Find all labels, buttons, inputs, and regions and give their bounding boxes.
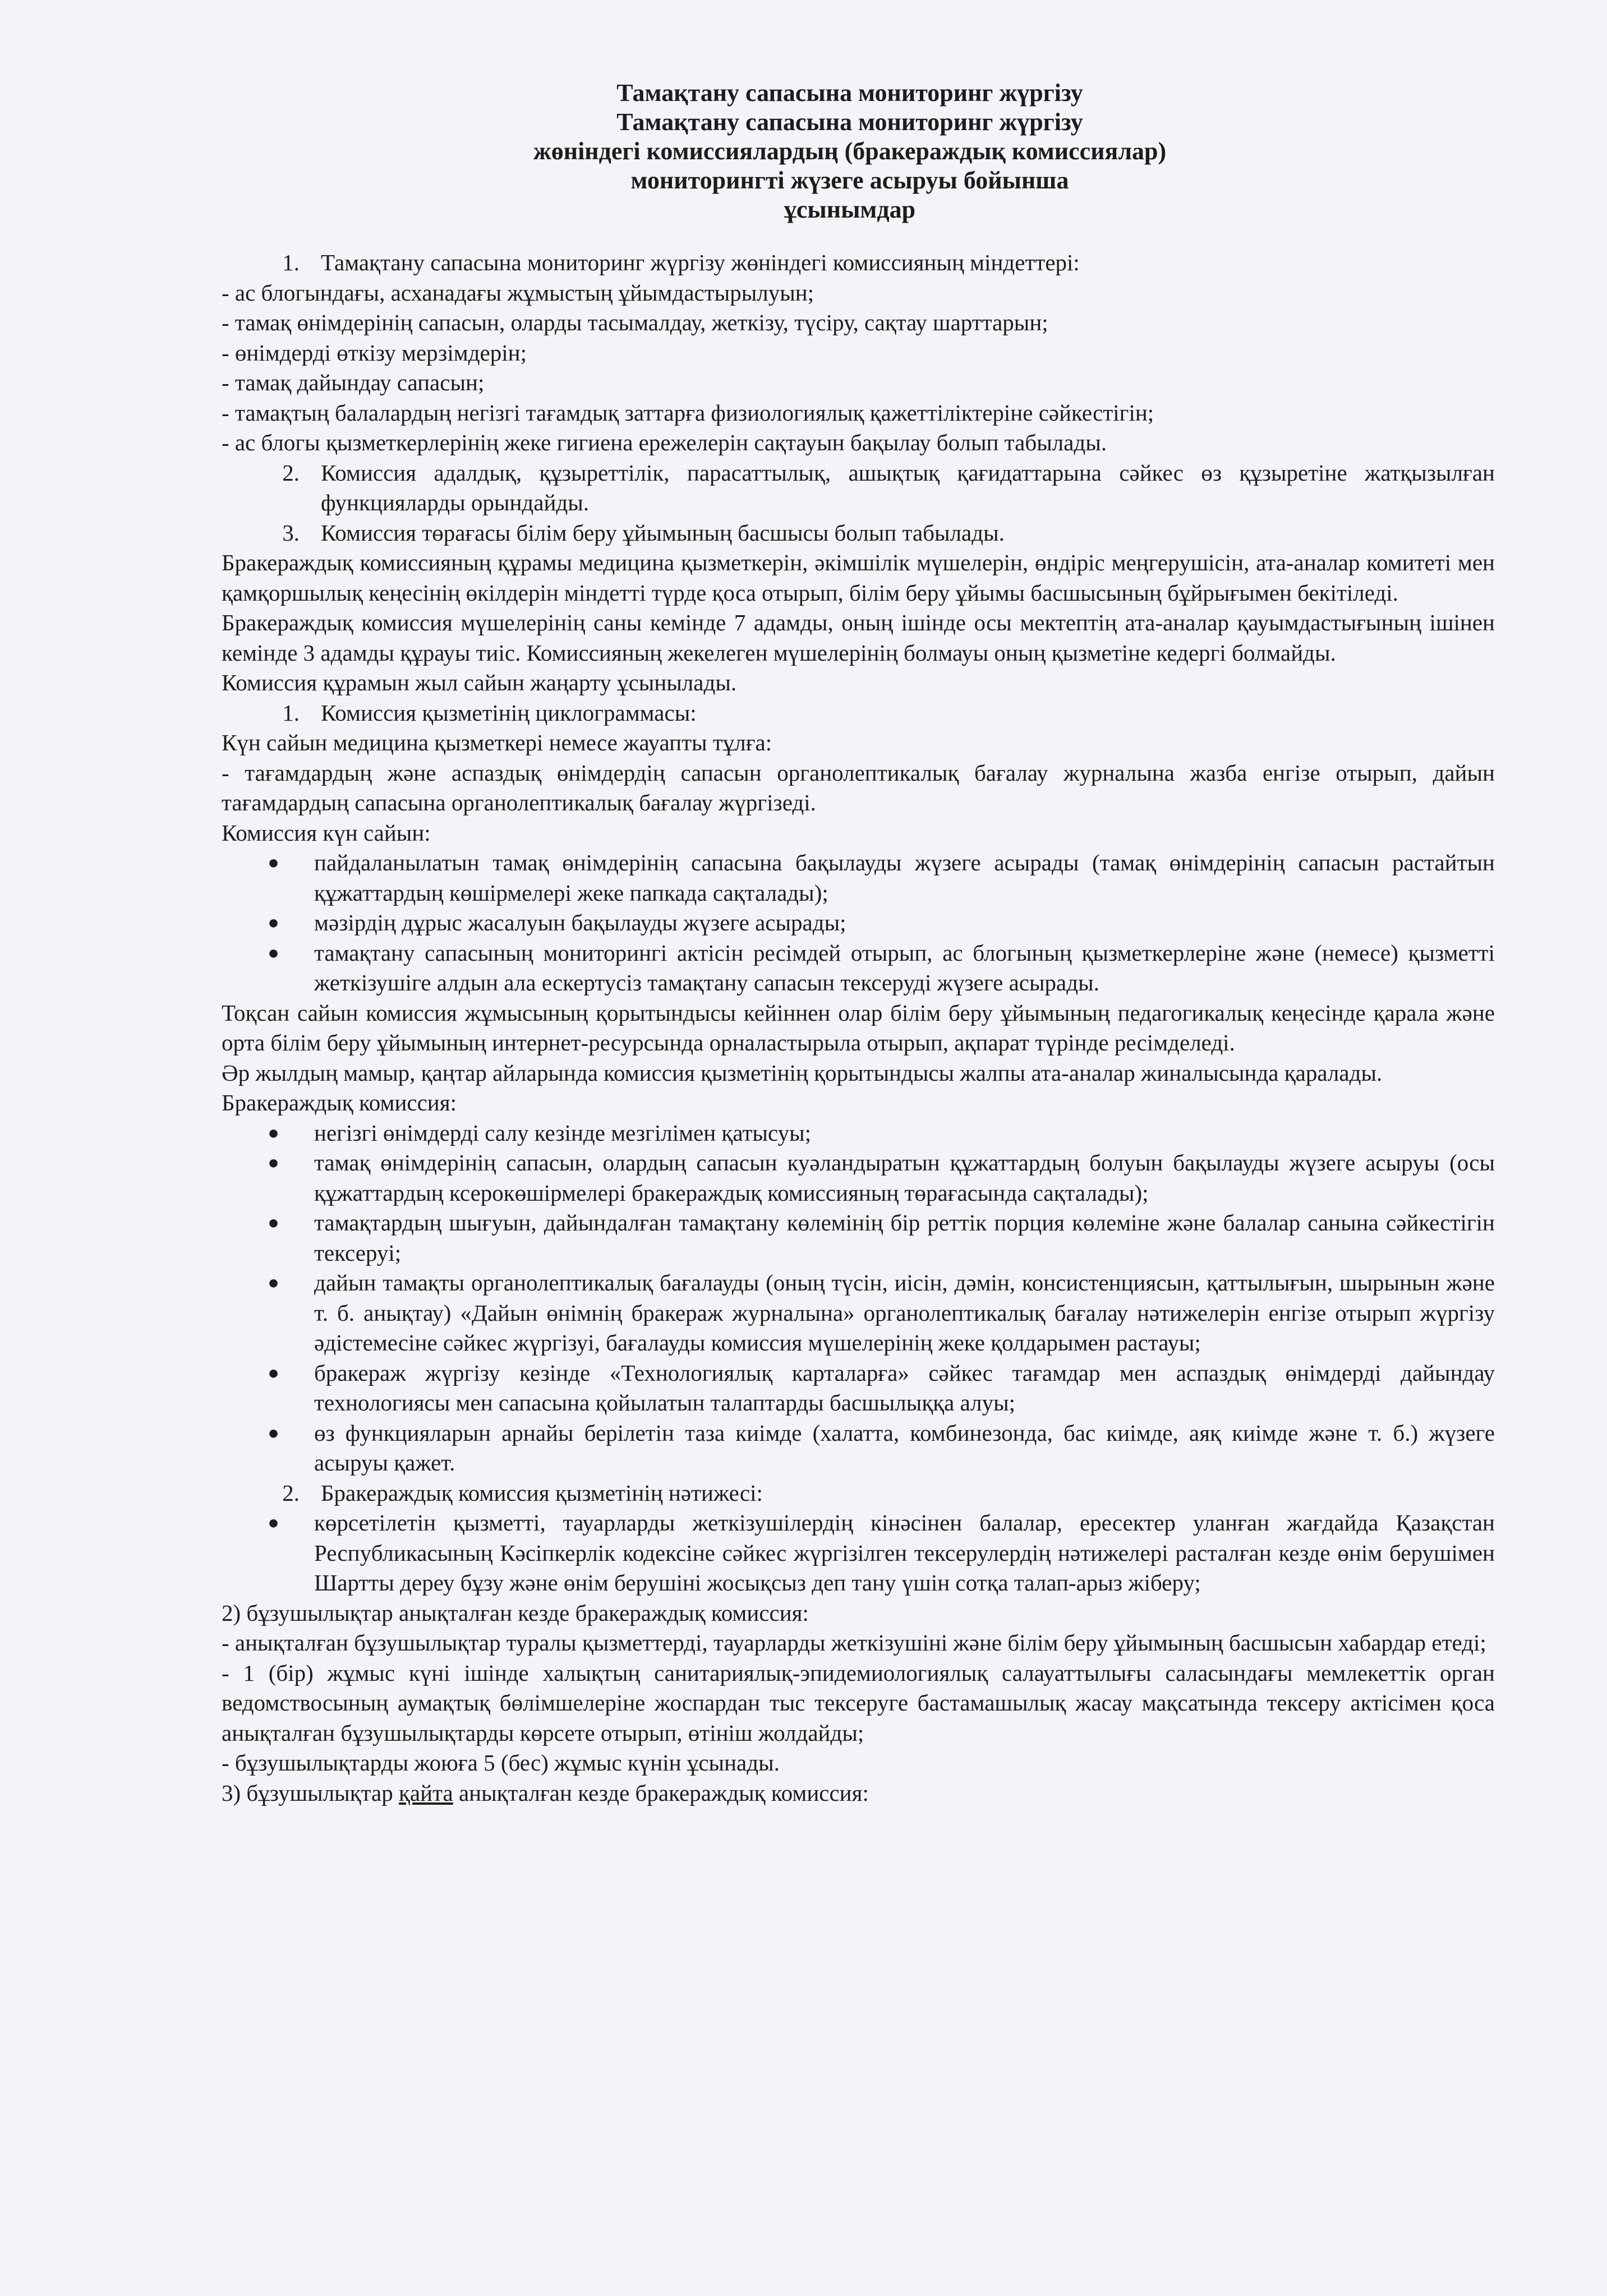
bullet-icon: ● [268, 1513, 279, 1533]
paragraph: Бракераждық комиссияның құрамы медицина қызметкерін, әкімшілік мүшелерін, өндіріс меңгерушісін, ата-аналар комитеті мен қамқоршылық кеңесінің өкілдерін міндетті түрде қоса отырып, білім беру ұйымы басшысының бұйрығымен бекітіледі. [222, 550, 1495, 606]
numbered-item [222, 248, 1495, 278]
bullet-item [222, 1418, 1495, 1478]
item-text: Бракераждық комиссия қызметінің нәтижесі: [321, 1479, 763, 1506]
final-paragraph [222, 1778, 1495, 1809]
bullet-icon: ● [268, 852, 279, 873]
item-number: 3. [282, 519, 300, 546]
paragraph: Бракераждық комиссия: [222, 1090, 457, 1115]
paragraph: - өнімдерді өткізу мерзімдерін; [222, 339, 527, 366]
title-line-5: ұсынымдар [784, 196, 916, 223]
numbered-item [222, 518, 1495, 548]
paragraph: - 1 (бір) жұмыс күні ішінде халықтың санитариялық-эпидемиологиялық салауаттылығы саласындағы мемлекеттік орган ведомствосының аумақтық бөлімшелеріне жоспардан тыс тексеруге бастамашылық жасау мақсатында тексеру актісімен қоса анықталған бұзушылықтарды көрсете отырып, өтініш жолдайды; [222, 1659, 1495, 1746]
bullet-text: мәзірдің дұрыс жасалуын бақылауды жүзеге асырады; [314, 910, 846, 935]
paragraph: - тамақтың балалардың негізгі тағамдық заттарға физиологиялық қажеттіліктеріне сәйкестігін; [222, 399, 1154, 426]
paragraph: - ас блогы қызметкерлерінің жеке гигиена ережелерін сақтауын бақылау болып табылады. [222, 430, 1107, 455]
item-text: Комиссия адалдық, құзыреттілік, парасаттылық, ашықтық қағидаттарына сәйкес өз құзыретіне жатқызылған функцияларды орындайды. [321, 459, 1495, 515]
bullet-icon: ● [268, 1273, 279, 1293]
numbered-item [222, 1478, 1495, 1509]
document-body [222, 248, 1495, 1778]
bullet-icon: ● [268, 1212, 279, 1233]
bullet-item [222, 1508, 1495, 1598]
item-number: 2. [282, 1479, 300, 1506]
item-number: 1. [282, 699, 300, 726]
item-text: Комиссия төрағасы білім беру ұйымының басшысы болып табылады. [321, 519, 1005, 546]
final-text-underlined: қайта [399, 1779, 453, 1806]
item-text: Тамақтану сапасына мониторинг жүргізу жөніндегі комиссияның міндеттері: [321, 250, 1080, 275]
bullet-text: негізгі өнімдерді салу кезінде мезгілімен қатысуы; [314, 1119, 812, 1146]
bullet-text: көрсетілетін қызметті, тауарларды жеткізушілердің кінәсінен балалар, ересектер уланған жағдайда Қазақстан Республикасының Кәсіпкерлік кодексіне сәйкес жүргізілген тексерулердің нәтижелері расталған кезде өнім берушімен Шартты дереу бұзу және өнім берушіні жосықсыз деп тану үшін сотқа талап-арыз жіберу; [314, 1510, 1495, 1596]
title-line-4: мониторингті жүзеге асыруы бойынша [630, 167, 1069, 194]
title-line-3: жөніндегі комиссиялардың (бракераждық комиссиялар) [533, 137, 1167, 165]
bullet-item [222, 938, 1495, 998]
bullet-icon: ● [268, 912, 279, 933]
item-text: Комиссия қызметінің циклограммасы: [321, 699, 697, 726]
paragraph: - бұзушылықтарды жоюға 5 (бес) жұмыс күнін ұсынады. [222, 1750, 780, 1776]
bullet-item [222, 1148, 1495, 1208]
bullet-text: тамақтану сапасының мониторингі актісін ресімдей отырып, ас блогының қызметкерлеріне және (немесе) қызметті жеткізушіге алдын ала ескертусіз тамақтану сапасын тексеруді жүзеге асырады. [314, 939, 1495, 995]
bullet-item [222, 1358, 1495, 1418]
bullet-item [222, 1208, 1495, 1268]
paragraph: - анықталған бұзушылықтар туралы қызметтерді, тауарларды жеткізушіні және білім беру ұйымының басшысын хабардар етеді; [222, 1630, 1486, 1656]
paragraph: Бракераждық комиссия мүшелерінің саны кемінде 7 адамды, оның ішінде осы мектептің ата-аналар қауымдастығының ішінен кемінде 3 адамды құрауы тиіс. Комиссияның жекелеген мүшелерінің болмауы оның қызметіне кедергі болмайды. [222, 610, 1495, 666]
bullet-item [222, 1118, 1495, 1149]
numbered-item [222, 458, 1495, 518]
bullet-icon: ● [268, 1362, 279, 1384]
paragraph: Комиссия күн сайын: [222, 819, 431, 846]
final-text-before: 3) бұзушылықтар [222, 1779, 399, 1806]
bullet-text: өз функцияларын арнайы берілетін таза киімде (халатта, комбинезонда, бас киімде, аяқ киімде және т. б.) жүзеге асыруы қажет. [314, 1419, 1495, 1476]
bullet-icon: ● [268, 942, 279, 963]
paragraph: 2) бұзушылықтар анықталған кезде бракераждық комиссия: [222, 1599, 809, 1626]
paragraph: Тоқсан сайын комиссия жұмысының қорытындысы кейіннен олар білім беру ұйымының педагогикалық кеңесінде қарала және орта білім беру ұйымының интернет-ресурсында орналастырыла отырып, ақпарат түрінде ресімделеді. [222, 999, 1495, 1055]
bullet-text: дайын тамақты органолептикалық бағалауды (оның түсін, иісін, дәмін, консистенциясын, қаттылығын, шырынын және т. б. анықтау) «Дайын өнімнің бракераж журналына» органолептикалық бағалау нәтижелерін енгізе отырып жүргізу әдістемесіне сәйкес жүргізуі, бағалауды комиссия мүшелерінің жеке қолдарымен растауы; [314, 1270, 1495, 1356]
paragraph: - тағамдардың және аспаздық өнімдердің сапасын органолептикалық бағалау журналына жазба енгізе отырып, дайын тағамдардың сапасына органолептикалық бағалау жүргізеді. [222, 759, 1495, 815]
bullet-icon: ● [268, 1422, 279, 1444]
paragraph: - тамақ дайындау сапасын; [222, 370, 485, 395]
item-number: 2. [282, 459, 300, 486]
bullet-text: тамақтардың шығуын, дайындалған тамақтану көлемінің бір реттік порция көлеміне және балалар санына сәйкестігін тексеруі; [314, 1210, 1495, 1266]
paragraph: - тамақ өнімдерінің сапасын, оларды тасымалдау, жеткізу, түсіру, сақтау шарттарын; [222, 310, 1048, 335]
bullet-text: пайдаланылатын тамақ өнімдерінің сапасына бақылауды жүзеге асырады (тамақ өнімдерінің сапасын растайтын құжаттардың көшірмелері жеке папкада сақталады); [314, 850, 1495, 906]
bullet-icon: ● [268, 1152, 279, 1173]
paragraph: Комиссия құрамын жыл сайын жаңарту ұсынылады. [222, 670, 737, 695]
bullet-item [222, 908, 1495, 938]
paragraph: Әр жылдың мамыр, қаңтар айларында комиссия қызметінің қорытындысы жалпы ата-аналар жиналысында қаралады. [222, 1059, 1383, 1086]
paragraph: - ас блогындағы, асханадағы жұмыстың ұйымдастырылуын; [222, 279, 814, 306]
bullet-item [222, 848, 1495, 908]
numbered-item [222, 698, 1495, 729]
title-line-2: Тамақтану сапасына мониторинг жүргізу [616, 108, 1083, 136]
title-line-1: Тамақтану сапасына мониторинг жүргізу [616, 79, 1083, 107]
document-title [205, 79, 1495, 224]
item-number: 1. [282, 250, 300, 275]
bullet-item [222, 1268, 1495, 1358]
final-text-after: анықталған кезде бракераждық комиссия: [453, 1779, 869, 1806]
paragraph: Күн сайын медицина қызметкері немесе жауапты тұлға: [222, 730, 772, 755]
bullet-icon: ● [268, 1122, 279, 1144]
bullet-text: бракераж жүргізу кезінде «Технологиялық карталарға» сәйкес тағамдар мен аспаздық өнімдерді дайындау технологиясы мен сапасына қойылатын талаптарды басшылыққа алуы; [314, 1359, 1495, 1416]
bullet-text: тамақ өнімдерінің сапасын, олардың сапасын куәландыратын құжаттардың болуын бақылауды жүзеге асыруы (осы құжаттардың ксерокөшірмелері бракераждық комиссияның төрағасында сақталады); [314, 1150, 1495, 1206]
